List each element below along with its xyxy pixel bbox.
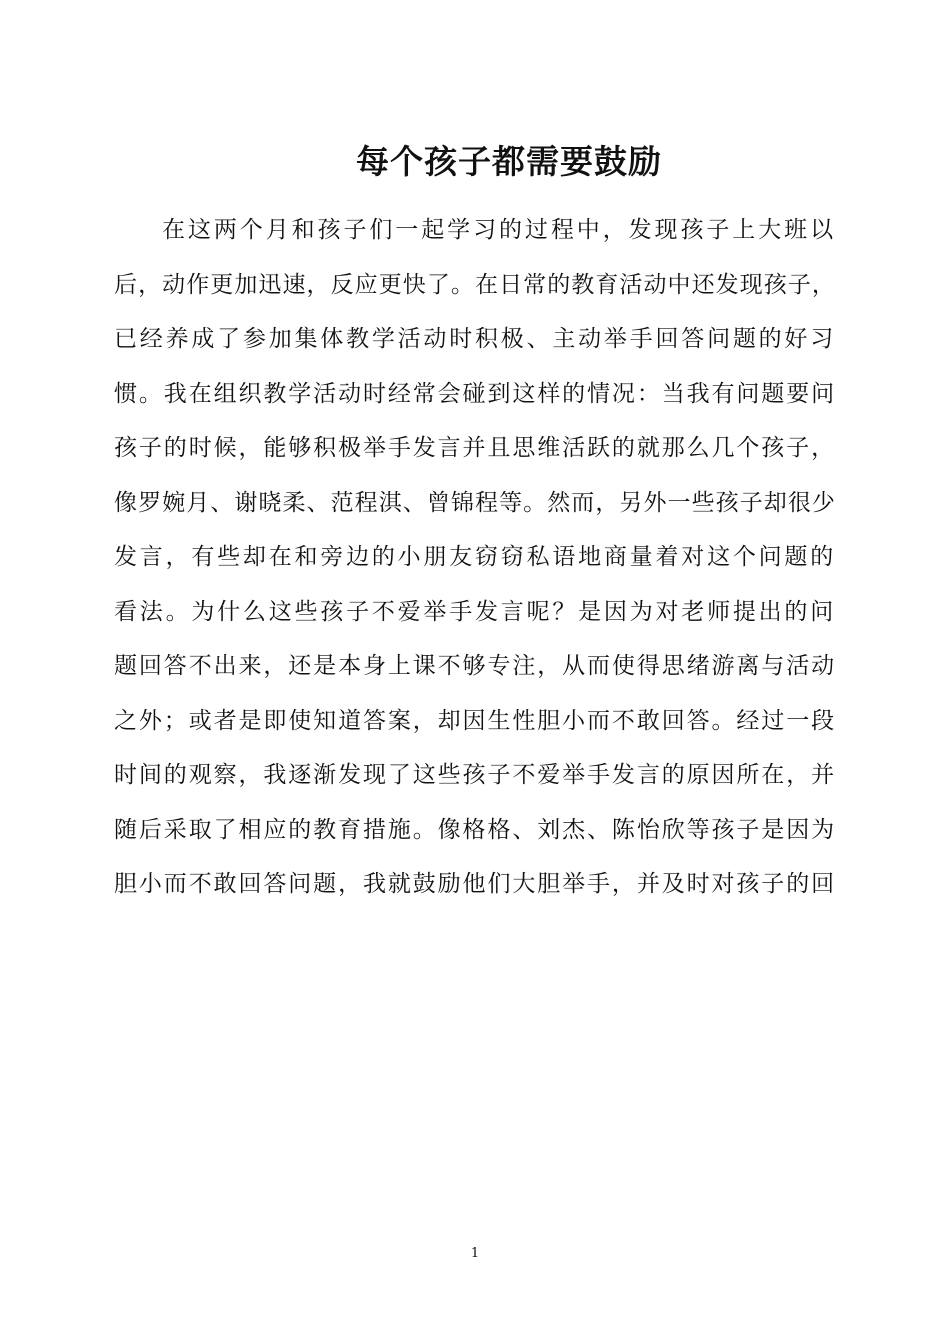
paragraph-line: 看法。为什么这些孩子不爱举手发言呢？是因为对老师提出的问 — [114, 598, 836, 625]
paragraph-line: 胆小而不敢回答问题，我就鼓励他们大胆举手，并及时对孩子的回 — [114, 871, 836, 897]
paragraph-line: 惯。我在组织教学活动时经常会碰到这样的情况：当我有问题要问 — [114, 380, 836, 407]
paragraph-line: 之外；或者是即使知道答案，却因生性胆小而不敢回答。经过一段 — [114, 707, 836, 734]
paragraph-line: 后，动作更加迅速，反应更快了。在日常的教育活动中还发现孩子， — [114, 271, 836, 298]
page-number: 1 — [470, 1246, 480, 1261]
paragraph-line: 发言，有些却在和旁边的小朋友窃窃私语地商量着对这个问题的 — [114, 544, 836, 570]
paragraph-line: 已经养成了参加集体教学活动时积极、主动举手回答问题的好习 — [114, 326, 836, 352]
paragraph-line: 时间的观察，我逐渐发现了这些孩子不爱举手发言的原因所在，并 — [114, 762, 836, 788]
paragraph-line: 孩子的时候，能够积极举手发言并且思维活跃的就那么几个孩子， — [114, 435, 836, 461]
paragraph-line: 像罗婉月、谢晓柔、范程淇、曾锦程等。然而，另外一些孩子却很少 — [114, 489, 836, 516]
paragraph-line: 在这两个月和孩子们一起学习的过程中，发现孩子上大班以 — [162, 217, 836, 243]
paragraph-line: 题回答不出来，还是本身上课不够专注，从而使得思绪游离与活动 — [114, 653, 836, 679]
paragraph-line: 随后采取了相应的教育措施。像格格、刘杰、陈怡欣等孩子是因为 — [114, 816, 836, 843]
document-title: 每个孩子都需要鼓励 — [356, 142, 662, 181]
